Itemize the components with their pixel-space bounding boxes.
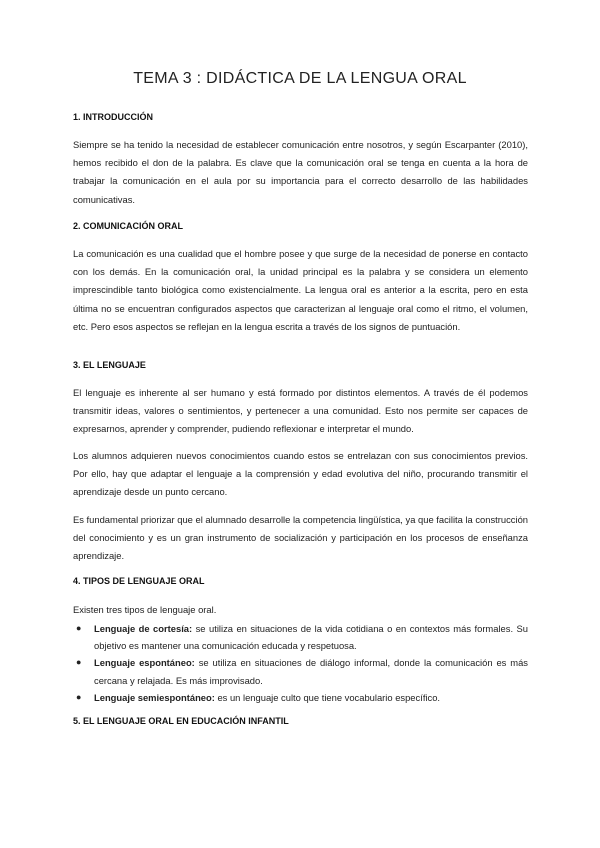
section-heading-lenguaje-oral-infantil: 5. EL LENGUAJE ORAL EN EDUCACIÓN INFANTIL (73, 716, 289, 726)
section-heading-tipos-lenguaje-oral: 4. TIPOS DE LENGUAJE ORAL (73, 576, 205, 586)
paragraph-comunicacion-oral: La comunicación es una cualidad que el hombre posee y que surge de la necesidad de ponerse en contacto con los demás. En la comunicación oral, la unidad principal es la palabra y se considera un elemento imprescindible tanto biológica como existencialmente. La lengua oral es anterior a la escrita, pero en esta última no se encuentran configurados aspectos que caracterizan al lenguaje oral como el ritmo, el volumen, etc. Pero esos aspectos se reflejan en la lengua escrita a través de los signos de puntuación. (73, 248, 528, 332)
list-item-text: es un lenguaje culto que tiene vocabulario específico. (214, 691, 441, 703)
bullet-icon: ● (76, 657, 82, 668)
list-item-term: Lenguaje de cortesía: (94, 623, 193, 634)
section-heading-introduccion: 1. INTRODUCCIÓN (73, 112, 154, 122)
paragraph-lenguaje-1: El lenguaje es inherente al ser humano y está formado por distintos elementos. A través de él podemos transmitir ideas, valores o sentimientos, y pertenecer a una comunidad. Esto nos permite ser capaces de expresarnos, aprender y comprender, pudiendo reflexionar e interpretar el mundo. (73, 387, 528, 435)
list-item-term: Lenguaje semiespontáneo: (94, 691, 215, 703)
list-tipos-lenguaje (73, 620, 528, 706)
bullet-icon: ● (76, 691, 82, 702)
paragraph-lenguaje-3: Es fundamental priorizar que el alumnado desarrolle la competencia lingüística, ya que facilita la construcción del conocimiento y es un gran instrumento de socialización y participación en los procesos de enseñanza aprendizaje. (73, 514, 528, 562)
paragraph-introduccion: Siempre se ha tenido la necesidad de establecer comunicación entre nosotros, y según Escarpanter (2010), hemos recibido el don de la palabra. Es clave que la comunicación oral se tenga en cuenta a la hora de trabajar la comunicación en el aula por su importancia para el correcto desarrollo de las habilidades comunicativas. (73, 139, 528, 205)
section-heading-comunicacion-oral: 2. COMUNICACIÓN ORAL (73, 221, 183, 231)
list-item (73, 689, 528, 706)
list-item-text: se utiliza en situaciones de la vida cotidiana o en contextos más formales. Su objetivo es mantener una comunicación educada y respetuosa. (94, 623, 528, 652)
document-title: TEMA 3 : DIDÁCTICA DE LA LENGUA ORAL (133, 70, 467, 87)
paragraph-tipos-intro: Existen tres tipos de lenguaje oral. (73, 604, 217, 615)
section-heading-el-lenguaje: 3. EL LENGUAJE (73, 360, 146, 370)
list-item-term: Lenguaje espontáneo: (94, 657, 195, 669)
bullet-icon: ● (76, 623, 82, 633)
list-item-text: se utiliza en situaciones de diálogo informal, donde la comunicación es más cercana y relajada. Es más improvisado. (94, 657, 528, 686)
list-item (73, 654, 528, 688)
paragraph-lenguaje-2: Los alumnos adquieren nuevos conocimientos cuando estos se entrelazan con sus conocimientos previos. Por ello, hay que adaptar el lenguaje a la comprensión y edad evolutiva del niño, procurando transmitir el aprendizaje desde un punto cercano. (73, 450, 528, 498)
list-item (73, 620, 528, 654)
